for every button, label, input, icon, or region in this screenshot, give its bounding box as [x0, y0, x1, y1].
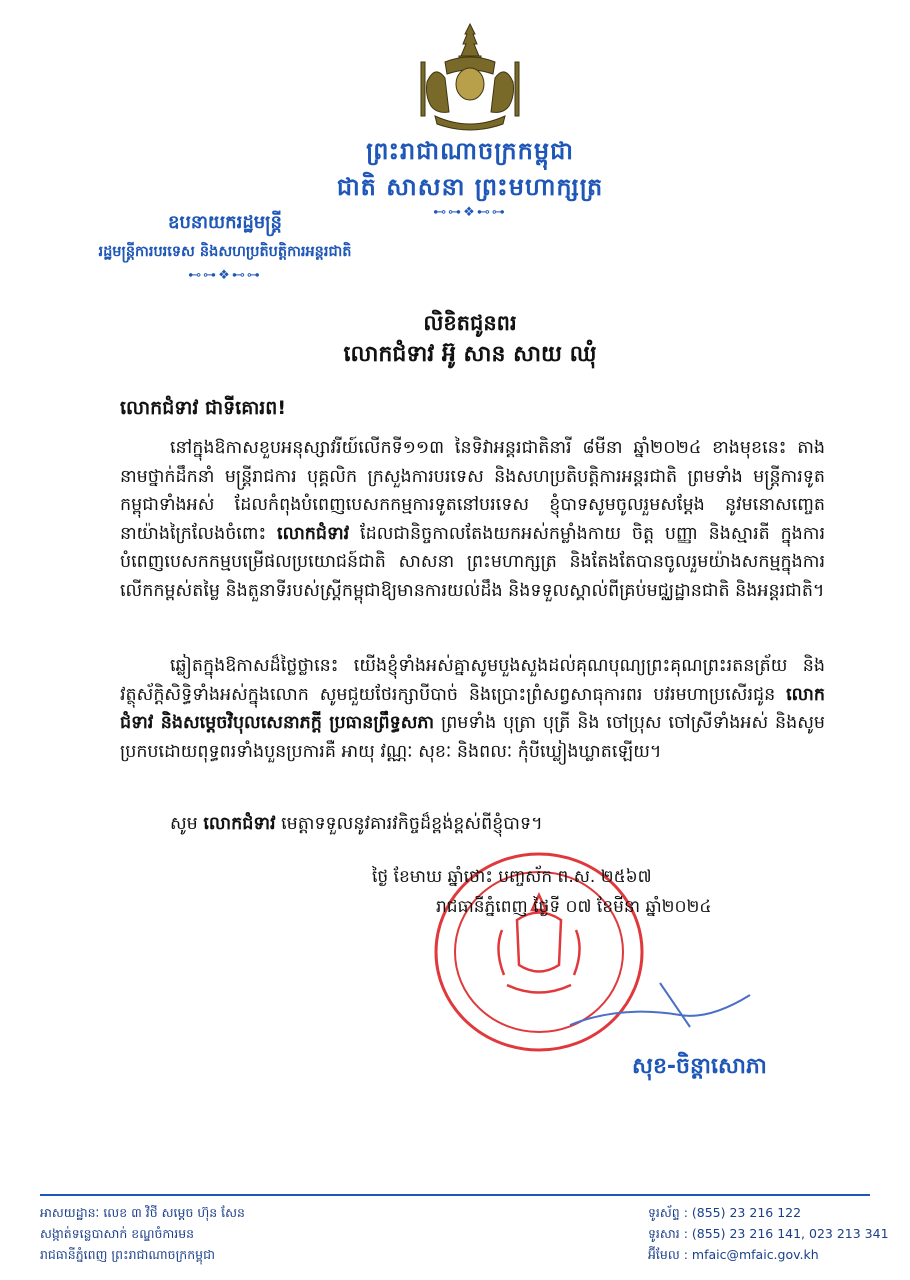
sender-ornament: ⊷⊶❖⊷⊶	[188, 268, 262, 283]
paragraph-1	[120, 434, 825, 605]
national-motto: ជាតិ សាសនា ព្រះមហាក្សត្រ	[336, 173, 604, 201]
closing-bold: លោកជំទាវ	[203, 814, 276, 834]
signatory-name: សុខ-ចិន្តាសោភា	[632, 1054, 767, 1079]
paragraph-1-text-a: នៅក្នុងឱកាសខួបអនុស្សាវរីយ៍លើកទី១១៣ នៃទិវាអន្តរជាតិនារី ៨មីនា ឆ្នាំ២០២៤ ខាងមុខនេះ តាងនាមថ្នាក់ដឹកនាំ មន្ត្រីរាជការ បុគ្គលិក ក្រសួងការបរទេស និងសហប្រតិបត្តិការអន្តរជាតិ ព្រមទាំង មន្ត្រីការទូតកម្ពុជាទាំងអស់ ដែលកំពុងបំពេញបេសកកម្មការទូតនៅបរទេស ខ្ញុំបាទសូមចូលរួមសម្តែង នូវមនោសញ្ចេតនាយ៉ាងក្រៃលែងចំពោះ	[120, 438, 825, 544]
paragraph-1-text-b: ដែលជានិច្ចកាលតែងយកអស់កម្លាំងកាយ ចិត្ត បញ្ញា និងស្មារតី ក្នុងការបំពេញបេសកកម្មបម្រើផលប្រយោជន៍ជាតិ សាសនា ព្រះមហាក្សត្រ និងតែងតែបានចូលរួមយ៉ាងសកម្មក្នុងការលើកកម្ពស់តម្លៃ និងតួនាទីរបស់ស្ត្រីកម្ពុជាឱ្យមានការយល់ដឹង និងទទួលស្គាល់ពីគ្រប់មជ្ឈដ្ឋានជាតិ និងអន្តរជាតិ។	[120, 523, 825, 601]
fax: ទូរសារ : (855) 23 216 141, 023 213 341	[648, 1226, 889, 1241]
date-solar: រាជធានីភ្នំពេញ ថ្ងៃទី ០៧ ខែមីនា ឆ្នាំ២០២៤	[436, 897, 712, 917]
handwritten-signature	[560, 975, 760, 1035]
footer-address	[40, 1202, 245, 1265]
royal-coat-of-arms-emblem	[415, 22, 525, 134]
email-link[interactable]: អ៊ីមែល : mfaic@mfaic.gov.kh	[648, 1247, 819, 1262]
date-lunar: ថ្ងៃ ខែមាឃ ឆ្នាំថោះ បញ្ចស័ក ព.ស. ២៥៦៧	[372, 867, 652, 887]
salutation: លោកជំទាវ ជាទីគោរព!	[120, 397, 287, 419]
footer-contacts	[648, 1202, 889, 1265]
closing-text-a: សូម	[170, 814, 204, 834]
paragraph-2-bold: លោកជំទាវ និងសម្តេចវិបុលសេនាភក្តី ប្រធានព្រឹទ្ធសភា	[120, 684, 825, 733]
address-line-3: រាជធានីភ្នំពេញ ព្រះរាជាណាចក្រកម្ពុជា	[40, 1247, 215, 1262]
kingdom-name: ព្រះរាជាណាចក្រកម្ពុជា	[366, 137, 574, 165]
header-ornament: ⊷⊶❖⊷⊶	[433, 205, 507, 220]
paragraph-1-bold: លោកជំទាវ	[277, 523, 350, 544]
sender-title: ឧបនាយករដ្ឋមន្ត្រី	[168, 212, 282, 233]
sender-ministry: រដ្ឋមន្ត្រីការបរទេស និងសហប្រតិបត្តិការអន្តរជាតិ	[98, 244, 352, 260]
paragraph-2-text-a: ឆ្លៀតក្នុងឱកាសដ៏ថ្លៃថ្លានេះ យើងខ្ញុំទាំងអស់គ្នាសូមបួងសួងដល់គុណបុណ្យព្រះគុណព្រះរតនត្រ័យ និង វត្ថុស័ក្តិសិទ្ធិទាំងអស់ក្នុងលោក សូមជួយថែរក្សាបីបាច់ និងប្រោះព្រំសព្វសាធុការពរ បវរមហាប្រសើរជូន	[120, 656, 825, 705]
closing-text-b: មេត្តាទទួលនូវគារវកិច្ចដ៏ខ្ពង់ខ្ពស់ពីខ្ញុំបាទ។	[275, 814, 543, 834]
phone: ទូរស័ព្ទ : (855) 23 216 122	[648, 1205, 802, 1220]
paragraph-2	[120, 652, 825, 766]
recipient-name: លោកជំទាវ អ៊ូ សាន សាយ ឈុំ	[343, 342, 597, 367]
letter-heading: លិខិតជូនពរ	[423, 311, 517, 335]
closing-line	[120, 810, 825, 839]
paragraph-2-text-b: ព្រមទាំង បុត្រា បុត្រី និង ចៅប្រុស ចៅស្រីទាំងអស់ និងសូមប្រកបដោយពុទ្ធពរទាំងបួនប្រការគឺ អាយុ វណ្ណៈ សុខៈ និងពលៈ កុំបីឃ្លៀងឃ្លាតឡើយ។	[120, 713, 825, 762]
address-line-1: អាសយដ្ឋានៈ លេខ ៣ វិថី សម្តេច ហ៊ុន សែន	[40, 1205, 245, 1220]
address-line-2: សង្កាត់ទន្លេបាសាក់ ខណ្ឌចំការមន	[40, 1226, 195, 1241]
footer-divider	[40, 1194, 870, 1196]
